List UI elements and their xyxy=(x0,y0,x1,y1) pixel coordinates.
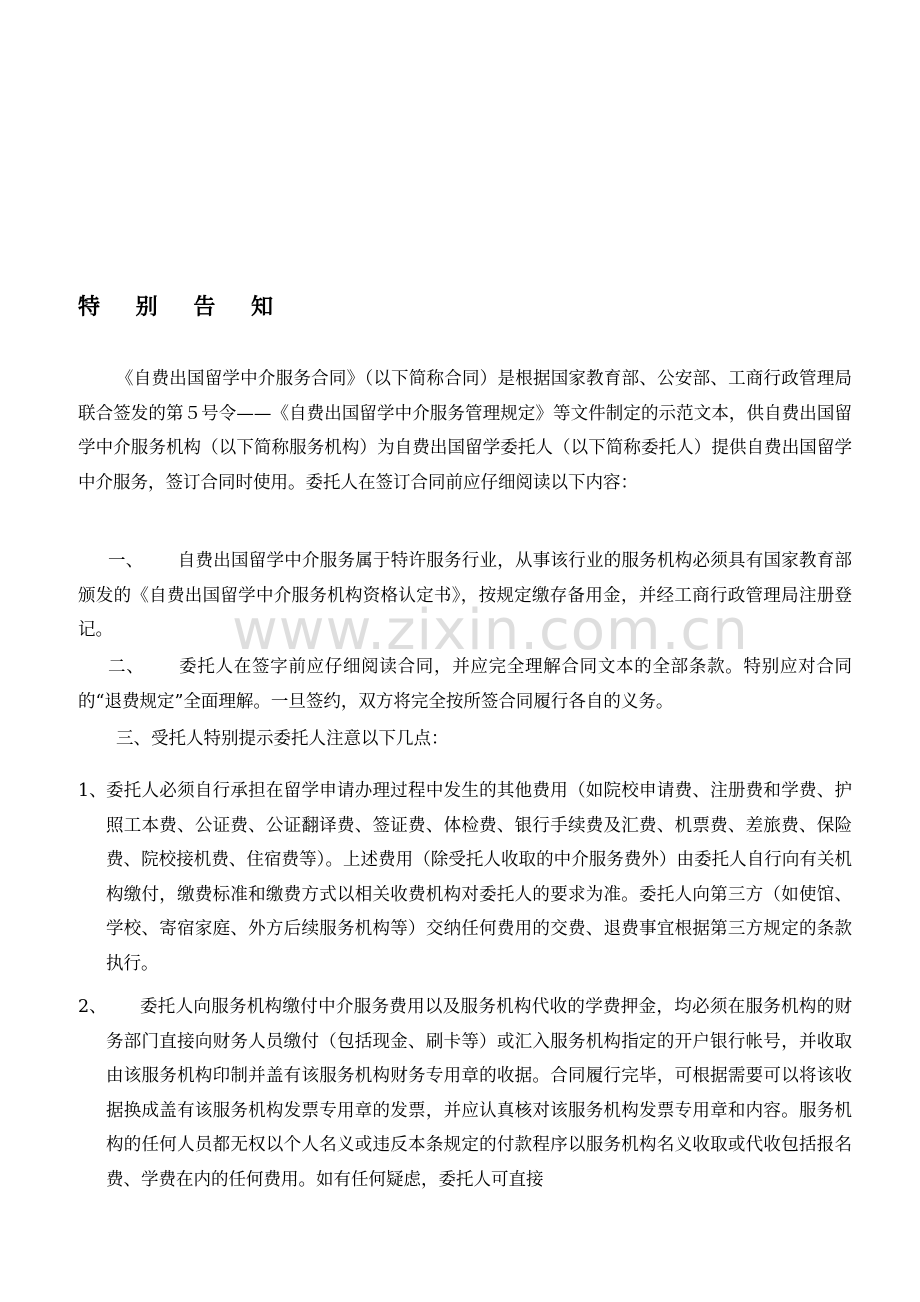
list-item xyxy=(78,774,852,981)
list-item xyxy=(78,990,852,1197)
section-one-label: 一、 xyxy=(108,551,144,571)
section-one-text: 自费出国留学中介服务属于特许服务行业，从事该行业的服务机构必须具有国家教育部颁发的《自费出国留学中介服务机构资格认定书》，按规定缴存备用金，并经工商行政管理局注册登记。 xyxy=(78,551,852,640)
section-two-text: 委托人在签字前应仔细阅读合同，并应完全理解合同文本的全部条款。特别应对合同的“退费规定”全面理解。一旦签约，双方将完全按所签合同履行各自的义务。 xyxy=(78,657,853,712)
watermark: www.zixin.com.cn xyxy=(232,598,749,663)
list-item-text: 委托人向服务机构缴付中介服务费用以及服务机构代收的学费押金，均必须在服务机构的财务部门直接向财务人员缴付（包括现金、刷卡等）或汇入服务机构指定的开户银行帐号，并收取由该服务机构印制并盖有该服务机构财务专用章的收据。合同履行完毕，可根据需要可以将该收据换成盖有该服务机构发票专用章的发票，并应认真核对该服务机构发票专用章和内容。服务机构的任何人员都无权以个人名义或违反本条规定的付款程序以服务机构名义收取或代收包括报名费、学费在内的任何费用。如有任何疑虑，委托人可直接 xyxy=(106,997,852,1190)
section-one-paragraph xyxy=(78,544,852,648)
section-two-paragraph xyxy=(78,650,852,719)
list-item-number: 2、 xyxy=(78,997,107,1017)
list-item-text: 委托人必须自行承担在留学申请办理过程中发生的其他费用（如院校申请费、注册费和学费、护照工本费、公证费、公证翻译费、签证费、体检费、银行手续费及汇费、机票费、差旅费、保险费、院校接机费、住宿费等）。上述费用（除受托人收取的中介服务费外）由委托人自行向有关机构缴付，缴费标准和缴费方式以相关收费机构对委托人的要求为准。委托人向第三方（如使馆、学校、寄宿家庭、外方后续服务机构等）交纳任何费用的交费、退费事宜根据第三方规定的条款执行。 xyxy=(106,781,852,974)
section-three-heading: 三、受托人特别提示委托人注意以下几点： xyxy=(116,729,449,749)
intro-paragraph: 《自费出国留学中介服务合同》（以下简称合同）是根据国家教育部、公安部、工商行政管理局联合签发的第５号令——《自费出国留学中介服务管理规定》等文件制定的示范文本，供自费出国留学中介服务机构（以下简称服务机构）为自费出国留学委托人（以下简称委托人）提供自费出国留学中介服务，签订合同时使用。委托人在签订合同前应仔细阅读以下内容： xyxy=(78,369,852,493)
document-title: 特 别 告 知 xyxy=(78,295,287,320)
section-two-label: 二、 xyxy=(108,657,145,677)
list-item-number: 1、 xyxy=(78,781,107,801)
